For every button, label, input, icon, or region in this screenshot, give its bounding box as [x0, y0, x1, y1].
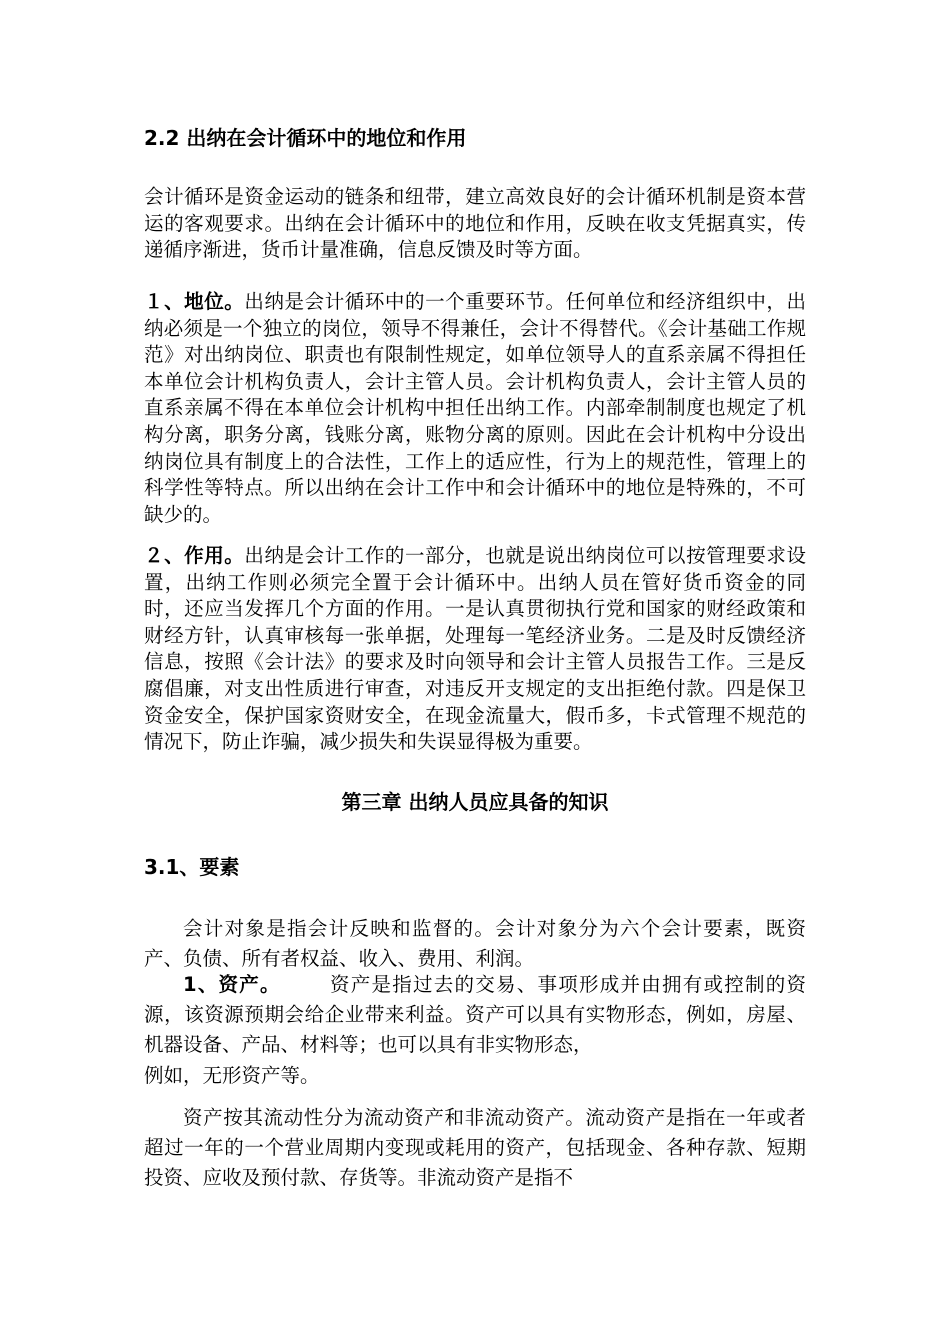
asset-label: 1、资产。 [183, 973, 281, 996]
paragraph-position [144, 289, 806, 528]
section-heading-2-2: 2.2 出纳在会计循环中的地位和作用 [144, 126, 467, 150]
paragraph-asset-liquidity [144, 1103, 806, 1193]
role-text: 出纳是会计工作的一部分，也就是说出纳岗位可以按管理要求设置，出纳工作则必须完全置于会计循环中。出纳人员在管好货币资金的同时，还应当发挥几个方面的作用。一是认真贯彻执行党和国家的财经政策和财经方针，认真审核每一张单据，处理每一笔经济业务。二是及时反馈经济信息，按照《会计法》的要求及时向领导和会计主管人员报告工作。三是反腐倡廉，对支出性质进行审查，对违反开支规定的支出拒绝付款。四是保卫资金安全，保护国家资财安全，在现金流量大，假币多，卡式管理不规范的情况下，防止诈骗，减少损失和失误显得极为重要。 [144, 544, 806, 754]
paragraph-assets [144, 970, 806, 1060]
liquidity-text: 资产按其流动性分为流动资产和非流动资产。流动资产是指在一年或者超过一年的一个营业周期内变现或耗用的资产，包括现金、各种存款、短期投资、应收及预付款、存货等。非流动资产是指不 [144, 1106, 806, 1189]
section-heading-3-1: 3.1、要素 [144, 855, 240, 879]
role-label: ２、作用。 [144, 544, 245, 567]
elements-intro-text: 会计对象是指会计反映和监督的。会计对象分为六个会计要素，既资产、负债、所有者权益、收入、费用、利润。 [144, 917, 806, 970]
chapter-title: 第三章 出纳人员应具备的知识 [341, 790, 609, 814]
paragraph-accounting-cycle-intro [144, 184, 806, 264]
position-text: 出纳是会计循环中的一个重要环节。任何单位和经济组织中，出纳必须是一个独立的岗位，领导不得兼任，会计不得替代。《会计基础工作规范》对出纳岗位、职责也有限制性规定，如单位领导人的直系亲属不得担任本单位会计机构负责人，会计主管人员。会计机构负责人，会计主管人员的直系亲属不得在本单位会计机构中担任出纳工作。内部牵制制度也规定了机构分离，职务分离，钱账分离，账物分离的原则。因此在会计机构中分设出纳岗位具有制度上的合法性，工作上的适应性，行为上的规范性，管理上的科学性等特点。所以出纳在会计工作中和会计循环中的地位是特殊的，不可缺少的。 [144, 290, 806, 526]
asset-text-continued: 例如，无形资产等。 [144, 1064, 320, 1087]
paragraph-role [144, 543, 806, 756]
paragraph-accounting-elements [144, 914, 806, 974]
position-label: １、地位。 [144, 290, 245, 313]
intro-text: 会计循环是资金运动的链条和纽带，建立高效良好的会计循环机制是资本营运的客观要求。出纳在会计循环中的地位和作用，反映在收支凭据真实，传递循序渐进，货币计量准确，信息反馈及时等方面。 [144, 185, 806, 262]
asset-text: 资产是指过去的交易、事项形成并由拥有或控制的资源，该资源预期会给企业带来利益。资产可以具有实物形态，例如，房屋、机器设备、产品、材料等；也可以具有非实物形态， [144, 973, 806, 1056]
paragraph-assets-continued [144, 1063, 806, 1090]
